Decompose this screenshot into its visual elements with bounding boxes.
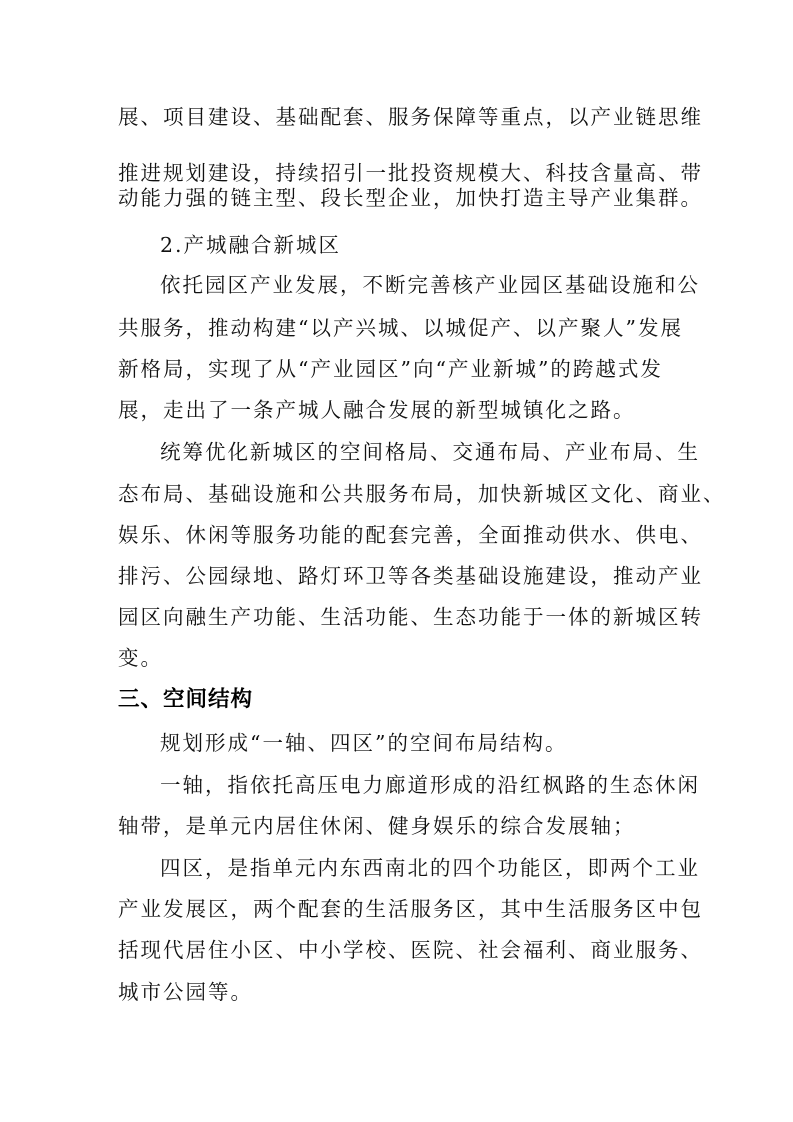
paragraph-line: 展、项目建设、基础配套、服务保障等重点，以产业链思维 [118,105,703,129]
paragraph-line: 括现代居住小区、中小学校、医院、社会福利、商业服务、 [118,938,703,962]
subheading: 2.产城融合新城区 [160,233,342,257]
paragraph-line: 规划形成“一轴、四区”的空间布局结构。 [160,731,568,755]
paragraph-line: 排污、公园绿地、路灯环卫等各类基础设施建设，推动产业 [118,564,703,588]
paragraph-line: 共服务，推动构建“以产兴城、以城促产、以产聚人”发展 [118,316,683,340]
paragraph-line: 态布局、基础设施和公共服务布局，加快新城区文化、商业、 [118,482,726,506]
section-heading: 三、空间结构 [118,687,254,712]
paragraph-line: 推进规划建设，持续招引一批投资规模大、科技含量高、带 [118,161,703,185]
paragraph-line: 轴带，是单元内居住休闲、健身娱乐的综合发展轴； [118,814,636,838]
paragraph-line: 依托园区产业发展，不断完善核产业园区基础设施和公 [160,273,700,297]
paragraph-line: 展，走出了一条产城人融合发展的新型城镇化之路。 [118,398,636,422]
paragraph-line: 变。 [118,646,163,670]
paragraph-line: 产业发展区，两个配套的生活服务区，其中生活服务区中包 [118,897,703,921]
paragraph-line: 园区向融生产功能、生活功能、生态功能于一体的新城区转 [118,605,703,629]
paragraph-line: 四区，是指单元内东西南北的四个功能区，即两个工业 [160,856,700,880]
paragraph-line: 新格局，实现了从“产业园区”向“产业新城”的跨越式发 [118,357,663,381]
paragraph-line: 统筹优化新城区的空间格局、交通布局、产业布局、生 [160,440,700,464]
paragraph-line: 动能力强的链主型、段长型企业，加快打造主导产业集群。 [118,186,703,210]
paragraph-line: 城市公园等。 [118,980,253,1004]
paragraph-line: 一轴，指依托高压电力廊道形成的沿红枫路的生态休闲 [160,773,700,797]
paragraph-line: 娱乐、休闲等服务功能的配套完善，全面推动供水、供电、 [118,523,703,547]
